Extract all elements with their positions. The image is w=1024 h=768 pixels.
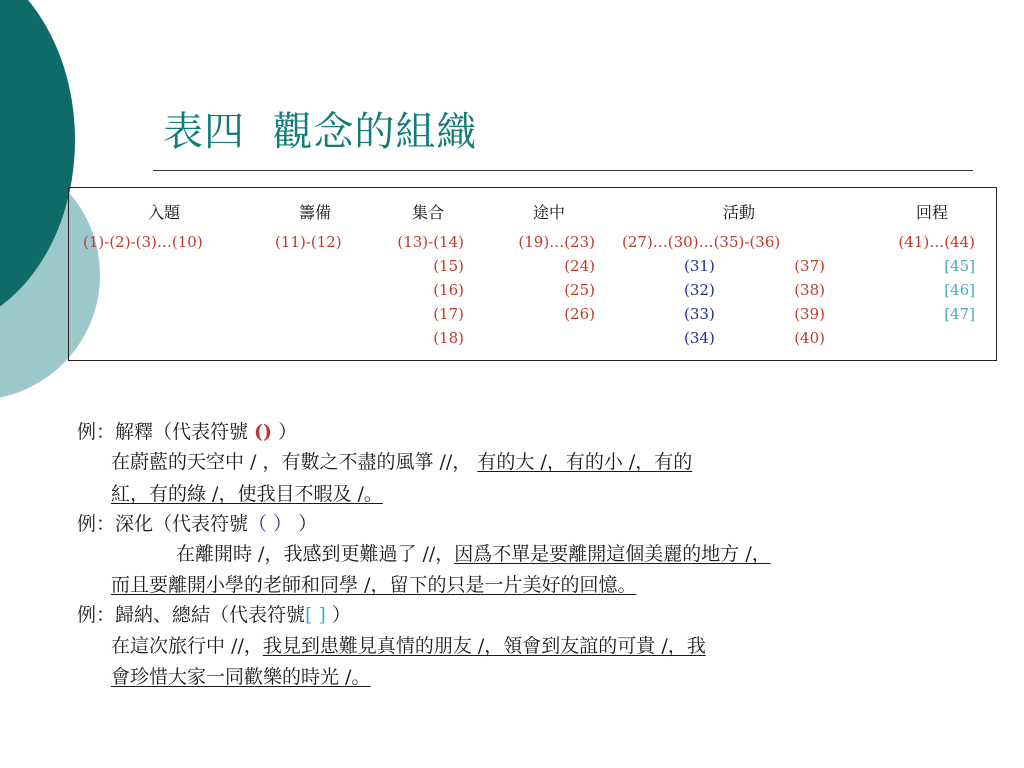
example-summary-heading: 例：歸納、總結（代表符號[ ] ） [77,604,351,626]
cell-intro: (1)-(2)-(3)…(10) [83,233,203,251]
deepen-underlined-1: 因爲不單是要離開這個美麗的地方 /， [454,543,771,565]
summary-underlined-1: 我見到患難見真情的朋友 /，領會到友誼的可貴 /，我 [262,635,706,657]
example-explain-heading: 例：解釋（代表符號 () ） [77,421,298,443]
title-divider [153,170,973,171]
cell-enroute-1: (19)…(23) [518,233,595,251]
example-deepen-line2 [111,576,636,595]
explain-symbol: () [254,421,273,443]
cell-return-top: (41)…(44) [898,233,975,251]
cell-enroute-2: (24) [564,257,595,275]
example-summary-line1: 在這次旅行中 //，我見到患難見真情的朋友 /，領會到友誼的可貴 /，我 [111,635,706,657]
cell-activity-left-3: (33) [684,305,715,323]
cell-activity-right-1: (37) [794,257,825,275]
cell-activity-left-2: (32) [684,281,715,299]
header-activity: 活動 [722,203,756,222]
cell-gather-1: (13)-(14) [397,233,464,251]
example-deepen-heading: 例：深化（代表符號（ ） ） [77,513,318,535]
cell-gather-5: (18) [433,329,464,347]
cell-return-3: [46] [944,281,975,299]
cell-return-2: [45] [944,257,975,275]
example-explain-line1: 在蔚藍的天空中 / ，有數之不盡的風箏 //， 有的大 /，有的小 /，有的 [111,451,693,473]
header-prep: 籌備 [298,203,332,222]
cell-enroute-3: (25) [564,281,595,299]
cell-activity-right-4: (40) [794,329,825,347]
cell-return-4: [47] [944,305,975,323]
slide-title: 表四 觀念的組織 [163,109,478,155]
cell-enroute-4: (26) [564,305,595,323]
summary-underlined-2: 會珍惜大家一同歡樂的時光 /。 [111,666,371,688]
cell-gather-2: (15) [433,257,464,275]
cell-activity-left-4: (34) [684,329,715,347]
explain-underlined-1: 有的大 /，有的小 /，有的 [477,451,693,473]
example-summary-line2 [111,668,370,687]
cell-gather-3: (16) [433,281,464,299]
cell-prep: (11)-(12) [275,233,342,251]
deepen-symbol: （ ） [248,513,293,535]
cell-activity-left-1: (31) [684,257,715,275]
cell-activity-right-3: (39) [794,305,825,323]
header-enroute: 途中 [532,203,566,222]
header-intro: 入題 [147,203,181,222]
example-deepen-line1: 在離開時 /，我感到更難過了 //，因爲不單是要離開這個美麗的地方 /， [176,543,771,565]
cell-gather-4: (17) [433,305,464,323]
header-gather: 集合 [411,203,445,222]
summary-symbol: [ ] [305,604,326,626]
example-explain-line2 [111,485,383,504]
cell-activity-right-2: (38) [794,281,825,299]
header-return: 回程 [915,203,949,222]
cell-activity-top: (27)…(30)…(35)-(36) [622,233,781,251]
explain-underlined-2: 紅，有的綠 /，使我目不暇及 /。 [111,483,383,505]
deepen-underlined-2: 而且要離開小學的老師和同學 /，留下的只是一片美好的回憶。 [111,574,637,596]
organization-table [68,187,997,361]
